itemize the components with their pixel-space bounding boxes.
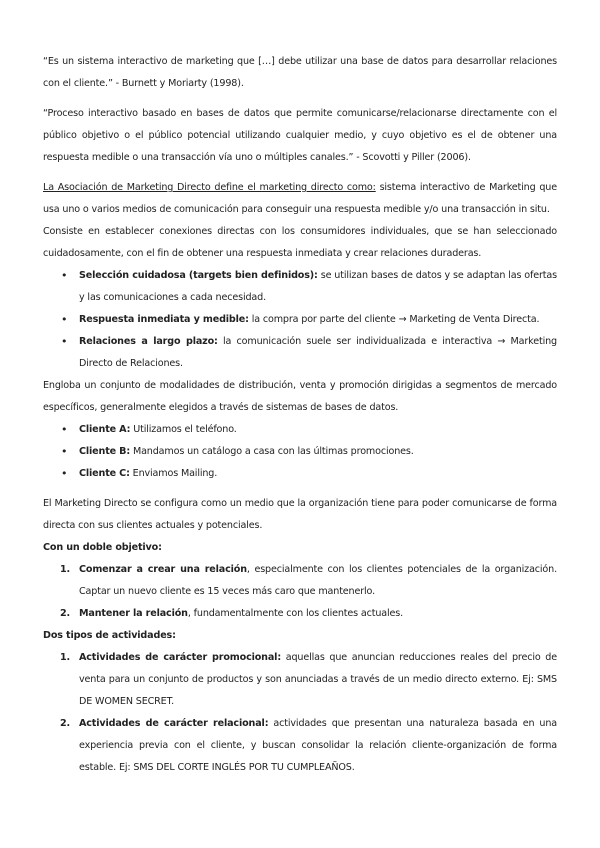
list-item xyxy=(43,559,557,603)
feature-text: la comunicación suele ser individualizada e interactiva → Marketing Directo de Relaciones. xyxy=(79,336,557,369)
objetivo-text: , fundamentalmente con los clientes actuales. xyxy=(187,608,404,619)
item-number: 1. xyxy=(60,652,71,663)
ama-definition xyxy=(43,177,557,221)
medio-paragraph: El Marketing Directo se configura como un medio que la organización tiene para poder comunicarse de forma directa con sus clientes actuales y potenciales. xyxy=(43,498,557,531)
list-item xyxy=(43,713,557,779)
client-text: Utilizamos el teléfono. xyxy=(130,424,237,435)
list-item xyxy=(43,419,557,441)
tipos-heading: Dos tipos de actividades: xyxy=(43,630,176,641)
list-item xyxy=(43,647,557,713)
objetivo-term: Comenzar a crear una relación xyxy=(79,564,247,575)
tipo-text: actividades que presentan una naturaleza basada en una experiencia previa con el cliente, y buscan consolidar la relación cliente-organización de forma estable. Ej: SMS DEL CORTE INGLÉS POR TU CUMPLEAÑOS. xyxy=(79,718,557,773)
ama-definition-text: sistema interactivo de Marketing que usa uno o varios medios de comunicación para conseguir una respuesta medible y/o una transacción in situ. xyxy=(43,182,557,215)
feature-term: Selección cuidadosa (targets bien definidos): xyxy=(79,270,318,281)
document-page xyxy=(43,51,557,779)
ama-definition-lead: La Asociación de Marketing Directo define el marketing directo como: xyxy=(43,182,376,193)
quote-scovotti-piller: “Proceso interactivo basado en bases de datos que permite comunicarse/relacionarse directamente con el público objetivo o el público potencial utilizando cualquier medio, y cuyo objetivo es el de obtener una respuesta medible o una transacción vía uno o múltiples canales.” - Scovotti y Piller (2006). xyxy=(43,108,557,163)
list-item xyxy=(43,309,557,331)
tipo-term: Actividades de carácter relacional: xyxy=(79,718,269,729)
client-text: Enviamos Mailing. xyxy=(129,468,218,479)
tipo-text: aquellas que anuncian reducciones reales del precio de venta para un conjunto de productos y son anunciadas a través de un medio directo externo. Ej: SMS DE WOMEN SECRET. xyxy=(79,652,557,707)
list-item xyxy=(43,441,557,463)
client-text: Mandamos un catálogo a casa con las últimas promociones. xyxy=(130,446,414,457)
engloba-paragraph: Engloba un conjunto de modalidades de distribución, venta y promoción dirigidas a segmentos de mercado específicos, generalmente elegidos a través de sistemas de bases de datos. xyxy=(43,380,557,413)
client-label: Cliente C: xyxy=(79,468,130,479)
objetivo-term: Mantener la relación xyxy=(79,608,188,619)
feature-text: se utilizan bases de datos y se adaptan las ofertas y las comunicaciones a cada necesidad. xyxy=(79,270,557,303)
list-item xyxy=(43,463,557,485)
client-label: Cliente A: xyxy=(79,424,131,435)
features-list xyxy=(43,265,557,375)
item-number: 2. xyxy=(60,608,71,619)
feature-term: Respuesta inmediata y medible: xyxy=(79,314,249,325)
feature-text: la compra por parte del cliente → Marketing de Venta Directa. xyxy=(248,314,540,325)
quote-burnett-moriarty: “Es un sistema interactivo de marketing que […] debe utilizar una base de datos para desarrollar relaciones con el cliente.” - Burnett y Moriarty (1998). xyxy=(43,56,557,89)
objetivo-heading: Con un doble objetivo: xyxy=(43,542,162,553)
item-number: 2. xyxy=(60,718,71,729)
objetivo-text: , especialmente con los clientes potenciales de la organización. Captar un nuevo cliente es 15 veces más caro que mantenerlo. xyxy=(79,564,557,597)
tipos-list xyxy=(43,647,557,779)
list-item xyxy=(43,331,557,375)
objetivos-list xyxy=(43,559,557,625)
clients-list xyxy=(43,419,557,485)
tipo-term: Actividades de carácter promocional: xyxy=(79,652,282,663)
consiste-paragraph: Consiste en establecer conexiones directas con los consumidores individuales, que se han seleccionado cuidadosamente, con el fin de obtener una respuesta inmediata y crear relaciones duraderas. xyxy=(43,226,557,259)
feature-term: Relaciones a largo plazo: xyxy=(79,336,218,347)
list-item xyxy=(43,603,557,625)
client-label: Cliente B: xyxy=(79,446,131,457)
list-item xyxy=(43,265,557,309)
item-number: 1. xyxy=(60,564,71,575)
